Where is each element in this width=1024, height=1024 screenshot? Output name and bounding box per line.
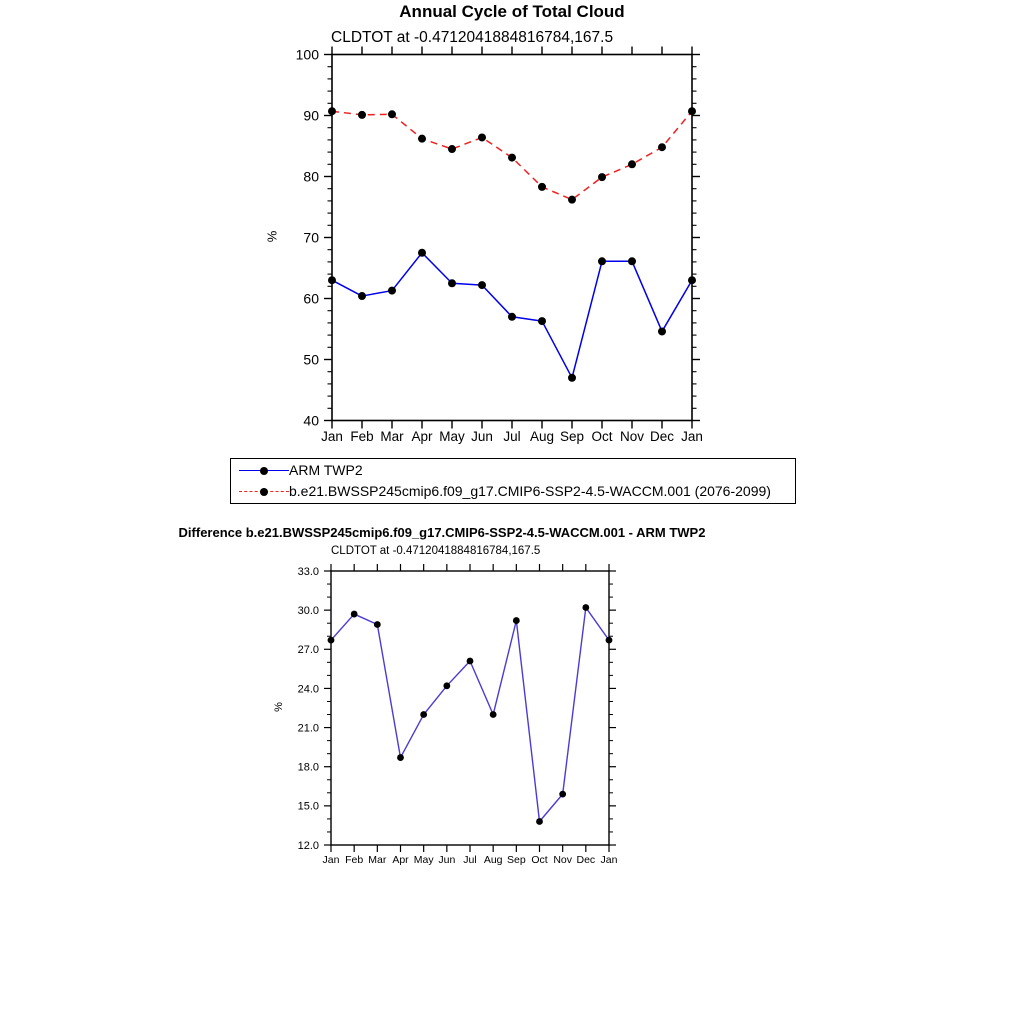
x-axis-tick-label: Dec <box>576 854 596 866</box>
y-axis-tick-label: 40 <box>303 412 319 429</box>
y-axis-tick-label: 15.0 <box>297 800 319 813</box>
data-point-marker <box>508 313 516 321</box>
legend-label: b.e21.BWSSP245cmip6.f09_g17.CMIP6-SSP2-4.5-WACCM.001 (2076-2099) <box>289 483 771 499</box>
data-point-marker <box>513 617 520 624</box>
data-point-marker <box>688 107 696 115</box>
y-axis-tick-label: 18.0 <box>297 761 319 774</box>
y-axis-tick-label: 70 <box>303 229 319 246</box>
x-axis-tick-label: Jan <box>322 854 340 866</box>
data-point-marker <box>351 611 358 618</box>
x-axis-tick-label: Jul <box>463 854 477 866</box>
x-axis-tick-label: Aug <box>483 854 503 866</box>
y-axis-tick-label: 60 <box>303 290 319 307</box>
data-point-marker <box>568 374 576 382</box>
data-point-marker <box>538 183 546 191</box>
data-point-marker <box>582 604 589 611</box>
data-point-marker <box>568 196 576 204</box>
x-axis-tick-label: Mar <box>368 854 387 866</box>
y-axis-tick-label: 80 <box>303 168 319 185</box>
x-axis-tick-label: Jan <box>681 429 703 444</box>
top-chart-y-axis-label: % <box>264 230 280 243</box>
y-axis-tick-label: 50 <box>303 351 319 368</box>
x-axis-tick-label: Jul <box>503 429 521 444</box>
x-axis-tick-label: Dec <box>649 429 675 444</box>
x-axis-tick-label: Jun <box>471 429 493 444</box>
x-axis-tick-label: Feb <box>345 854 364 866</box>
data-point-marker <box>448 145 456 153</box>
data-point-marker <box>658 143 666 151</box>
bottom-chart-y-axis-label: % <box>272 702 285 712</box>
data-point-marker <box>328 107 336 115</box>
legend-line-sample-dashed-red <box>239 487 289 497</box>
y-axis-tick-label: 27.0 <box>297 644 319 657</box>
data-point-marker <box>358 292 366 300</box>
legend-line-sample-solid-blue <box>239 466 289 476</box>
y-axis-tick-label: 33.0 <box>297 565 319 578</box>
x-axis-tick-label: Apr <box>392 854 409 866</box>
data-point-marker <box>388 110 396 118</box>
data-point-marker <box>418 135 426 143</box>
y-axis-tick-label: 30.0 <box>297 604 319 617</box>
x-axis-tick-label: May <box>439 429 465 444</box>
data-point-marker <box>598 173 606 181</box>
data-point-marker <box>358 111 366 119</box>
top-chart-title: Annual Cycle of Total Cloud <box>399 2 625 21</box>
data-point-marker <box>374 621 381 628</box>
data-point-marker <box>598 257 606 265</box>
legend <box>230 458 796 504</box>
y-axis-tick-label: 100 <box>295 46 319 63</box>
plot-border <box>331 571 609 845</box>
marker-dot-icon <box>260 488 268 496</box>
data-point-marker <box>467 658 474 665</box>
bottom-chart-subtitle: CLDTOT at -0.4712041884816784,167.5 <box>331 545 541 557</box>
bottom-chart-title: Difference b.e21.BWSSP245cmip6.f09_g17.CMIP6-SSP2-4.5-WACCM.001 - ARM TWP2 <box>178 525 706 540</box>
x-axis-tick-label: Jan <box>321 429 343 444</box>
y-axis-tick-label: 12.0 <box>297 839 319 852</box>
data-point-marker <box>628 160 636 168</box>
legend-entry-model <box>231 481 795 502</box>
x-axis-tick-label: Oct <box>591 429 613 444</box>
data-point-marker <box>328 276 336 284</box>
data-point-marker <box>328 637 335 644</box>
top-chart-subtitle: CLDTOT at -0.4712041884816784,167.5 <box>331 29 614 46</box>
x-axis-tick-label: Apr <box>411 429 433 444</box>
plot-border <box>332 55 692 421</box>
y-axis-tick-label: 90 <box>303 107 319 124</box>
data-point-marker <box>538 317 546 325</box>
series-line <box>331 608 609 822</box>
y-axis-tick-label: 21.0 <box>297 722 319 735</box>
x-axis-tick-label: Oct <box>531 854 548 866</box>
x-axis-tick-label: Sep <box>559 429 585 444</box>
x-axis-tick-label: Mar <box>380 429 404 444</box>
data-point-marker <box>420 711 427 718</box>
legend-label: ARM TWP2 <box>289 462 363 478</box>
x-axis-tick-label: Feb <box>350 429 374 444</box>
x-axis-tick-label: May <box>413 854 434 866</box>
data-point-marker <box>508 154 516 162</box>
x-axis-tick-label: Aug <box>529 429 555 444</box>
x-axis-tick-label: Sep <box>506 854 526 866</box>
data-point-marker <box>628 257 636 265</box>
data-point-marker <box>418 249 426 257</box>
x-axis-tick-label: Jan <box>600 854 618 866</box>
data-point-marker <box>443 682 450 689</box>
x-axis-tick-label: Nov <box>619 429 645 444</box>
data-point-marker <box>688 276 696 284</box>
data-point-marker <box>490 711 497 718</box>
data-point-marker <box>559 791 566 798</box>
data-point-marker <box>606 637 613 644</box>
x-axis-tick-label: Jun <box>438 854 456 866</box>
data-point-marker <box>448 279 456 287</box>
data-point-marker <box>658 327 666 335</box>
data-point-marker <box>388 287 396 295</box>
data-point-marker <box>536 818 543 825</box>
legend-entry-arm-twp2 <box>231 460 795 481</box>
x-axis-tick-label: Nov <box>553 854 573 866</box>
data-point-marker <box>397 754 404 761</box>
y-axis-tick-label: 24.0 <box>297 683 319 696</box>
data-point-marker <box>478 133 486 141</box>
marker-dot-icon <box>260 467 268 475</box>
data-point-marker <box>478 281 486 289</box>
